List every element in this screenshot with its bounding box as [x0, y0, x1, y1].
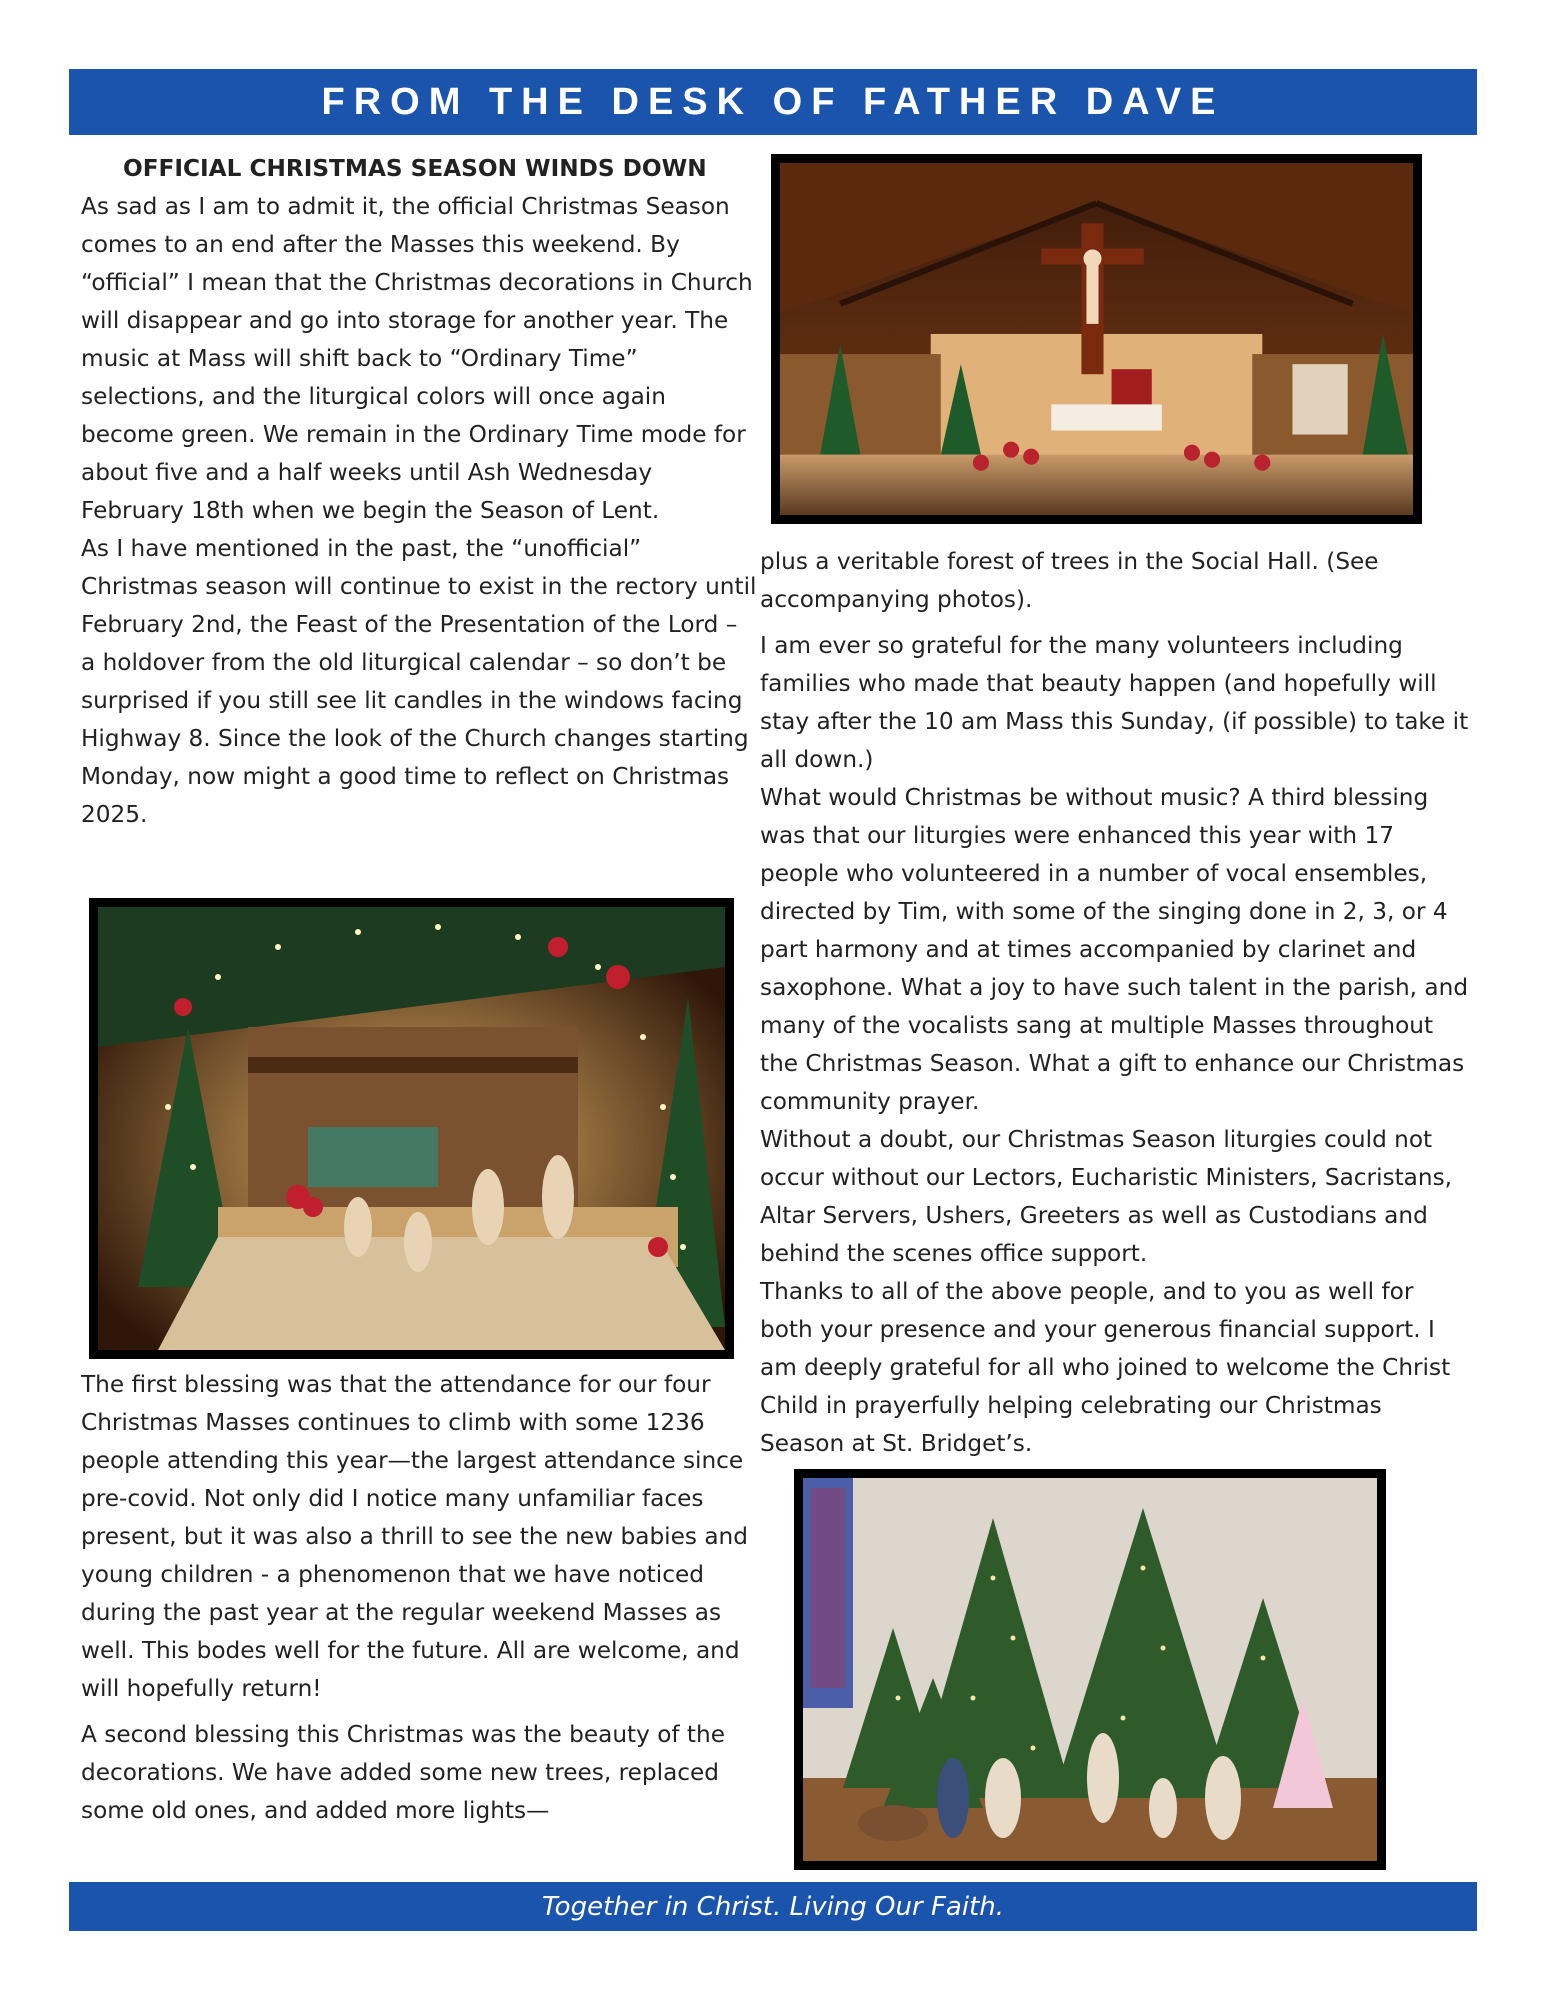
- altar-photo: [771, 154, 1422, 524]
- paragraph-9: Thanks to all of the above people, and to you as well for both your presence and your generous financial support. I am deeply grateful for all who joined to welcome the Christ Child in prayerfully helping celebrating our Christmas Season at St. Bridget’s.: [760, 1278, 1451, 1457]
- article-heading: OFFICIAL CHRISTMAS SEASON WINDS DOWN: [123, 155, 707, 182]
- paragraph-4: A second blessing this Christmas was the beauty of the decorations. We have added some new trees, replaced some old ones, and added more lights—: [81, 1721, 725, 1824]
- page-title-banner: FROM THE DESK OF FATHER DAVE: [69, 69, 1477, 135]
- paragraph-2: As I have mentioned in the past, the “unofficial” Christmas season will continue to exist in the rectory until February 2nd, the Feast of the Presentation of the Lord – a holdover from the old liturgical calendar – so don’t be surprised if you still see lit candles in the windows facing Highway 8. Since the look of the Church changes starting Monday, now might a good time to reflect on Christmas 2025.: [81, 535, 757, 828]
- article-blessings-left: [81, 1366, 761, 1830]
- paragraph-8: Without a doubt, our Christmas Season liturgies could not occur without our Lectors, Eucharistic Ministers, Sacristans, Altar Servers, Ushers, Greeters as well as Custodians and behind the scenes office support.: [760, 1126, 1453, 1267]
- paragraph-1: As sad as I am to admit it, the official Christmas Season comes to an end after the Masses this weekend. By “official” I mean that the Christmas decorations in Church will disappear and go into storage for another year. The music at Mass will shift back to “Ordinary Time” selections, and the liturgical colors will once again become green. We remain in the Ordinary Time mode for about five and a half weeks until Ash Wednesday February 18th when we begin the Season of Lent.: [81, 193, 753, 524]
- article-intro: [81, 150, 757, 834]
- social-hall-trees-photo: [794, 1469, 1386, 1870]
- footer-tagline: Together in Christ. Living Our Faith.: [69, 1882, 1477, 1931]
- paragraph-5: plus a veritable forest of trees in the Social Hall. (See accompanying photos).: [760, 548, 1379, 613]
- paragraph-7: What would Christmas be without music? A third blessing was that our liturgies were enhanced this year with 17 people who volunteered in a number of vocal ensembles, directed by Tim, with some of the singing done in 2, 3, or 4 part harmony and at times accompanied by clarinet and saxophone. What a joy to have such talent in the parish, and many of the vocalists sang at multiple Masses throughout the Christmas Season. What a gift to enhance our Christmas community prayer.: [760, 784, 1469, 1115]
- paragraph-6: I am ever so grateful for the many volunteers including families who made that beauty happen (and hopefully will stay after the 10 am Mass this Sunday, (if possible) to take it all down.): [760, 632, 1469, 773]
- nativity-creche-photo: [89, 898, 734, 1359]
- paragraph-3: The first blessing was that the attendance for our four Christmas Masses continues to climb with some 1236 people attending this year—the largest attendance since pre-covid. Not only did I notice many unfamiliar faces present, but it was also a thrill to see the new babies and young children - a phenomenon that we have noticed during the past year at the regular weekend Masses as well. This bodes well for the future. All are welcome, and will hopefully return!: [81, 1371, 748, 1702]
- article-right-column: [760, 543, 1470, 1463]
